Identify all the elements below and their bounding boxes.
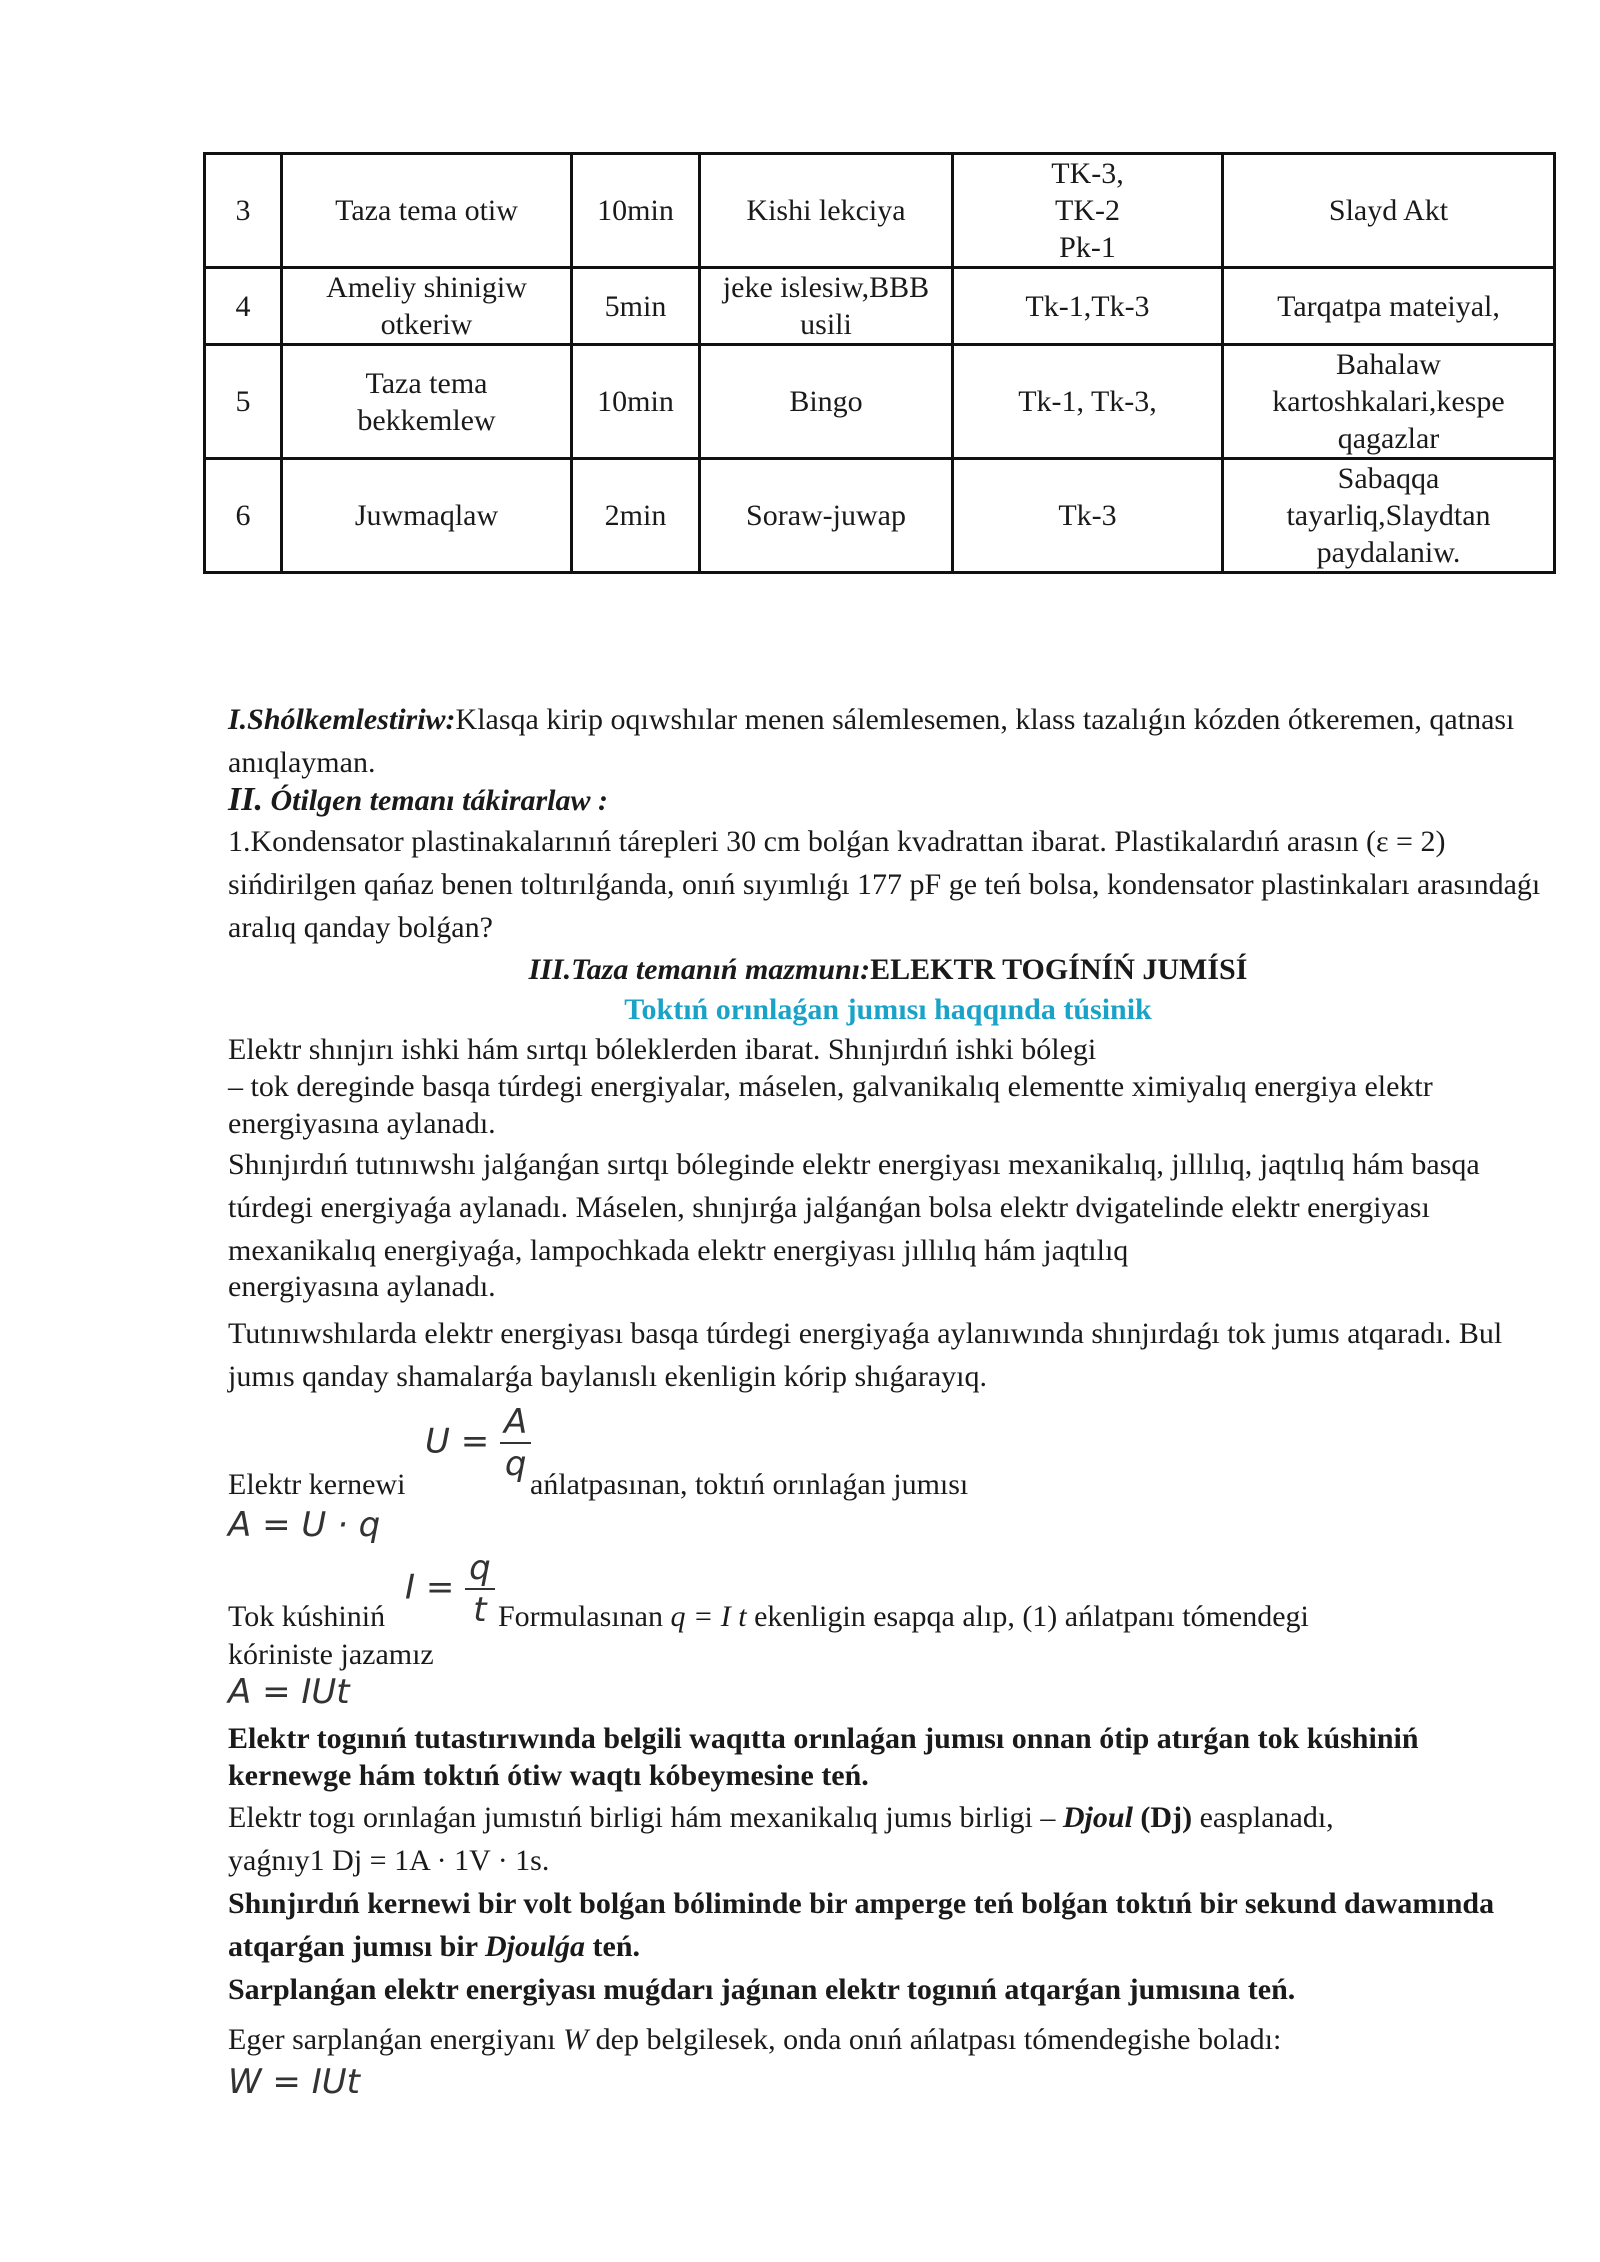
symbol: W [563,2023,589,2056]
definition-bold: Elektr togınıń tutastırıwında belgili waqıtta orınlaǵan jumısı onnan ótip atırǵan tok kúshiniń kernewge hám toktıń ótiw waqtı kóbeymesine teń. [228,1722,1419,1792]
text-run: Elektr togı orınlaǵan jumıstıń birligi hám mexanikalıq jumıs birligi – [228,1801,1063,1834]
numerator: q [469,1548,491,1588]
voltage-formula [425,1402,531,1484]
stage-cell: Taza tema otiw [282,154,572,268]
lesson-plan-table [203,152,1556,574]
section-text: Klasqa kirip oqıwshılar menen sálemlesemen, klass tazalıǵın kózden ótkeremen, qatnası anıqlayman. [228,703,1515,779]
paragraph-text: Shınjırdıń tutınıwshı jalǵanǵan sırtqı bóleginde elektr energiyası mexanikalıq, jıllılıq, jaqtılıq hám basqa túrdegi energiyaǵa aylanadı. Máselen, shınjırǵa jalǵanǵan bolsa elektr dvigatelinde elektr energiyası mexanikalıq energiyaǵa, lampochkada elektr energiyası jıllılıq hám jaqtılıq [228,1148,1480,1267]
formula-lhs: U = [425,1421,490,1462]
competence-cell: Tk-1,Tk-3 [953,268,1223,345]
stage-cell: Taza tema bekkemlew [282,345,572,459]
table-row [205,268,1555,345]
resources-cell: Bahalaw kartoshkalari,kespe qagazlar [1223,345,1555,459]
row-number: 3 [205,154,282,268]
current-label: Tok kúshiniń [228,1600,386,1633]
resources-cell: Slayd Akt [1223,154,1555,268]
work-formula-uq: A = U · q [228,1505,381,1545]
voltage-label: Elektr kernewi [228,1468,406,1501]
paragraph-line: yaǵnıy1 Dj = 1A · 1V · 1s. [228,1844,550,1877]
definition-bold: Sarplanǵan elektr energiyası muǵdarı jaǵınan elektr togınıń atqarǵan jumısına teń. [228,1973,1296,2006]
denominator: q [504,1444,527,1484]
section-label: III.Taza temanıń mazmunı: [528,953,871,986]
paragraph-line: Elektr shınjırı ishki hám sırtqı bóleklerden ibarat. Shınjırdıń ishki bólegi [228,1033,1097,1066]
paragraph: Tutınıwshılarda elektr energiyası basqa túrdegi energiyaǵa aylanıwında shınjırdaǵı tok jumıs atqaradı. Bul jumıs qanday shamalarǵa baylanıslı ekenligin kórip shıǵarayıq. [228,1317,1503,1393]
text-run: Shınjırdıń kernewi bir volt bolǵan bóliminde bir amperge teń bolǵan toktıń bir sekund dawamında atqarǵan jumısı bir [228,1887,1495,1963]
work-formula-iut: A = IUt [228,1672,350,1712]
section-roman: II. [228,781,263,818]
text-run: teń. [585,1930,641,1963]
resources-cell: Tarqatpa mateiyal, [1223,268,1555,345]
energy-formula: W = IUt [228,2062,360,2102]
text-run: ekenligin esapqa alıp, (1) ańlatpanı tómendegi [746,1600,1309,1633]
section-title: Ótilgen temanı tákirarlaw : [262,784,608,817]
unit-symbol: (Dj) [1132,1801,1193,1834]
table-row [205,459,1555,573]
text-run: Eger sarplanǵan energiyanı [228,2023,564,2056]
definition-bold [228,1882,1548,1968]
text-run: dep belgilesek, onda onıń ańlatpası tómendegishe boladı: [588,2023,1282,2056]
numerator: A [504,1402,528,1442]
method-cell: Soraw-juwap [700,459,953,573]
method-cell: Kishi lekciya [700,154,953,268]
paragraph [228,1031,1548,1142]
current-formula [405,1548,495,1630]
competence-cell: TK-3, TK-2 Pk-1 [953,154,1223,268]
time-cell: 10min [572,154,700,268]
text-run: easplanadı, [1192,1801,1334,1834]
current-after [498,1595,1548,1638]
stage-cell: Juwmaqlaw [282,459,572,573]
paragraph [228,2018,1548,2061]
row-number: 5 [205,345,282,459]
unit-name: Djoul [1062,1801,1133,1834]
topic-subtitle: Toktıń orınlaǵan jumısı haqqında túsinik [624,993,1152,1026]
stage-cell: Ameliy shinigiw otkeriw [282,268,572,345]
review-question: 1.Kondensator plastinakalarınıń tárepleri 30 cm bolǵan kvadrattan ibarat. Plastikalardıń arasın (ε = 2) sińdirilgen qańaz benen toltırılǵanda, onıń sıyımlıǵı 177 pF ge teń bolsa, kondensator plastinkaları arasındaǵı aralıq qanday bolǵan? [228,825,1541,944]
table-row [205,345,1555,459]
unit-paragraph [228,1796,1548,1882]
resources-cell: Sabaqqa tayarliq,Slaydtan paydalaniw. [1223,459,1555,573]
table-row [205,154,1555,268]
time-cell: 5min [572,268,700,345]
voltage-after: ańlatpasınan, toktıń orınlaǵan jumısı [530,1468,969,1501]
row-number: 4 [205,268,282,345]
fraction [465,1548,495,1630]
section-review-heading [228,778,1548,822]
section-label: I.Shólkemlestiriw: [228,703,456,736]
row-number: 6 [205,459,282,573]
time-cell: 2min [572,459,700,573]
paragraph-line: – tok dereginde basqa túrdegi energiyalar, máselen, galvanikalıq elementte ximiyalıq energiya elektr energiyasına aylanadı. [228,1070,1433,1140]
competence-cell: Tk-3 [953,459,1223,573]
time-cell: 10min [572,345,700,459]
method-cell: Bingo [700,345,953,459]
paragraph-line: energiyasına aylanadı. [228,1270,496,1303]
inline-formula: q = I t [670,1600,747,1633]
formula-lhs: I = [405,1567,455,1608]
method-cell: jeke islesiw,BBB usili [700,268,953,345]
paragraph [228,1143,1548,1305]
topic-title: ELEKTR TOGÍNÍŃ JUMÍSÍ [870,953,1248,986]
section-organization [228,698,1548,784]
text-run: Formulasınan [498,1600,671,1633]
competence-cell: Tk-1, Tk-3, [953,345,1223,459]
unit-name: Djoulǵa [484,1930,586,1963]
denominator: t [473,1590,487,1630]
fraction [500,1402,531,1484]
paragraph-line: kóriniste jazamız [228,1638,434,1671]
new-topic-heading [228,948,1548,991]
